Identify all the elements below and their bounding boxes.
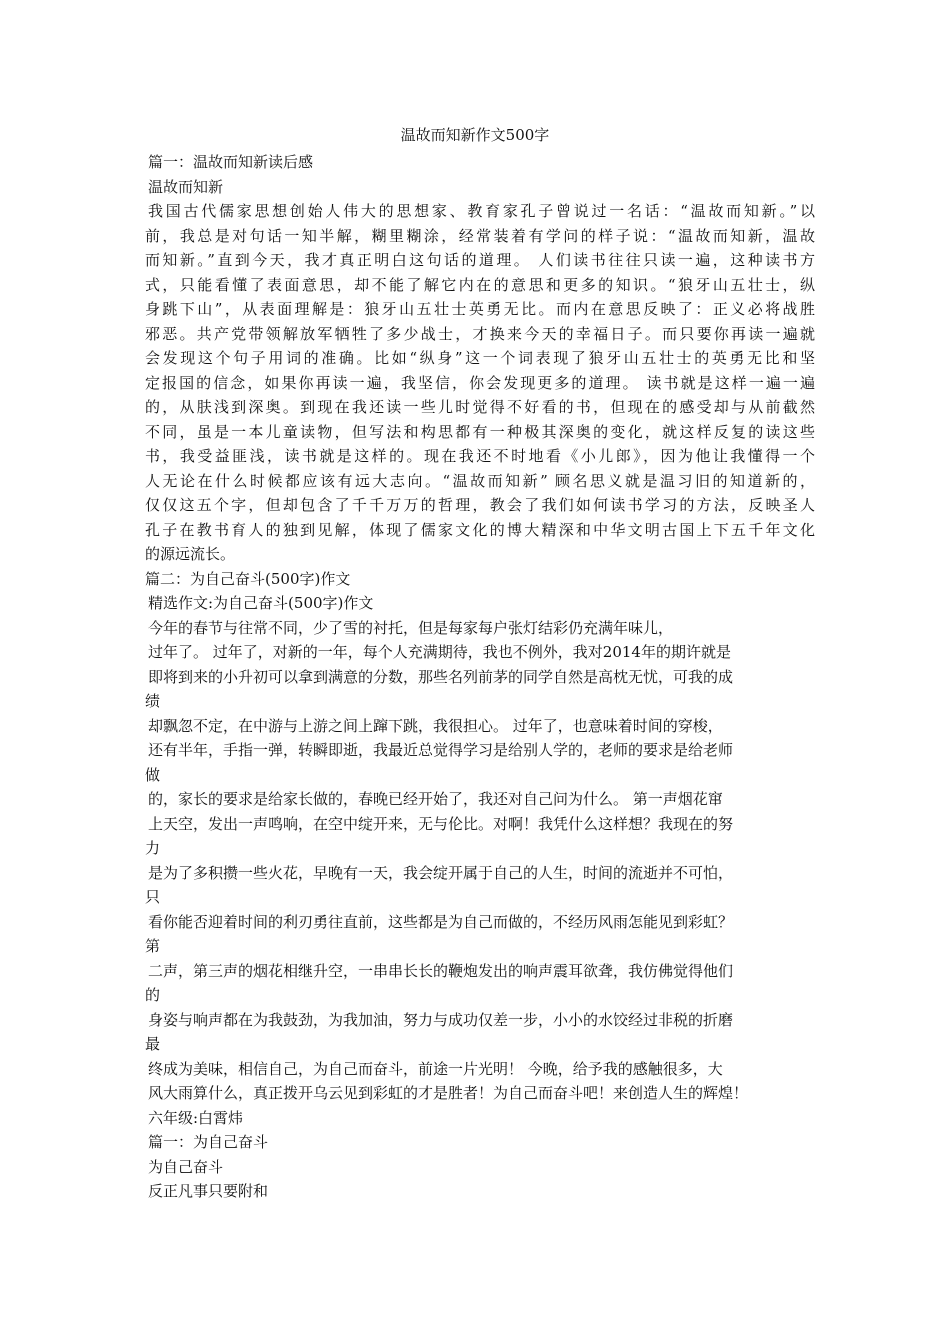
text-line: 的源远流长。 bbox=[145, 545, 236, 563]
text-line: 却飘忽不定，在中游与上游之间上蹿下跳，我很担心。 过年了，也意味着时间的穿梭， bbox=[148, 716, 723, 735]
text-line: 还有半年，手指一弹，转瞬即逝，我最近总觉得学习是给别人学的，老师的要求是给老师 bbox=[148, 741, 734, 759]
text-line: 绩 bbox=[145, 692, 161, 710]
text-line: 做 bbox=[145, 765, 161, 784]
text-line: 定报国的信念，如果你再读一遍，我坚信，你会发现更多的道理。 读书就是这样一遍一遍 bbox=[145, 373, 815, 392]
text-line: 是为了多积攒一些火花，早晚有一天，我会绽开属于自己的人生，时间的流逝并不可怕， bbox=[148, 863, 734, 882]
text-line: 过年了。 过年了，对新的一年，每个人充满期待，我也不例外，我对2014年的期许就是 bbox=[148, 643, 731, 661]
text-line: 会发现这个句子用词的准确。比如“纵身”这一个词表现了狼牙山五壮士的英勇无比和坚 bbox=[145, 349, 815, 367]
text-line: 人无论在什么时候都应该有远大志向。“温故而知新” 顾名思义就是温习旧的知道新的， bbox=[145, 471, 815, 490]
text-line: 篇二：为自己奋斗(500字)作文 bbox=[145, 569, 351, 588]
text-line: 而知新。”直到今天，我才真正明白这句话的道理。 人们读书往往只读一遍，这种读书方 bbox=[145, 251, 815, 269]
text-line: 六年级:白霄炜 bbox=[148, 1108, 244, 1127]
text-line: 终成为美味，相信自己，为自己而奋斗，前途一片光明！ 今晚，给予我的感触很多，大 bbox=[148, 1059, 723, 1078]
text-line: 的，家长的要求是给家长做的，春晚已经开始了，我还对自己问为什么。 第一声烟花窜 bbox=[148, 790, 723, 808]
text-line: 前，我总是对句话一知半解，糊里糊涂，经常装着有学问的样子说：“温故而知新，温故 bbox=[145, 226, 815, 245]
text-line: 即将到来的小升初可以拿到满意的分数，那些名列前茅的同学自然是高枕无忧，可我的成 bbox=[148, 667, 734, 686]
text-line: 篇一：温故而知新读后感 bbox=[148, 153, 314, 171]
text-line: 只 bbox=[145, 888, 161, 906]
text-line: 篇一：为自己奋斗 bbox=[148, 1133, 269, 1151]
text-line: 的，从肤浅到深奥。到现在我还读一些儿时觉得不好看的书，但现在的感受却与从前截然 bbox=[145, 398, 815, 416]
document-title: 温故而知新作文500字 bbox=[400, 126, 550, 144]
text-line: 仅仅这五个字，但却包含了千千万万的哲理，教会了我们如何读书学习的方法，反映圣人 bbox=[145, 496, 815, 514]
text-line: 二声，第三声的烟花相继升空，一串串长长的鞭炮发出的响声震耳欲聋，我仿佛觉得他们 bbox=[148, 961, 734, 980]
text-line: 为自己奋斗 bbox=[148, 1157, 224, 1176]
text-line: 我国古代儒家思想创始人伟大的思想家、教育家孔子曾说过一名话：“温故而知新。”以 bbox=[148, 202, 815, 220]
text-line: 第 bbox=[145, 937, 161, 955]
text-line: 式，只能看懂了表面意思，却不能了解它内在的意思和更多的知识。“狼牙山五壮士，纵 bbox=[145, 275, 815, 294]
text-line: 书，我受益匪浅，读书就是这样的。现在我还不时地看《小儿郎》，因为他让我懂得一个 bbox=[145, 447, 815, 465]
text-line: 反正凡事只要附和 bbox=[148, 1182, 269, 1200]
text-line: 身跳下山”，从表面理解是：狼牙山五壮士英勇无比。而内在意思反映了：正义必将战胜 bbox=[145, 300, 815, 318]
text-line: 今年的春节与往常不同，少了雪的衬托，但是每家每户张灯结彩仍充满年味儿， bbox=[148, 618, 674, 637]
text-line: 力 bbox=[145, 839, 161, 857]
text-line: 最 bbox=[145, 1035, 161, 1053]
document-body bbox=[145, 150, 815, 1204]
text-line: 邪恶。共产党带领解放军牺牲了多少战士，才换来今天的幸福日子。而只要你再读一遍就 bbox=[145, 324, 815, 343]
text-line: 上天空，发出一声鸣响，在空中绽开来，无与伦比。对啊！我凭什么这样想？我现在的努 bbox=[148, 814, 734, 833]
text-line: 不同，虽是一本儿童读物，但写法和构思都有一种极其深奥的变化，就这样反复的读这些 bbox=[145, 422, 815, 441]
text-line: 温故而知新 bbox=[148, 177, 224, 196]
text-line: 风大雨算什么，真正拨开乌云见到彩虹的才是胜者！为自己而奋斗吧！来创造人生的辉煌！ bbox=[148, 1084, 749, 1102]
text-line: 孔子在教书育人的独到见解，体现了儒家文化的博大精深和中华文明古国上下五千年文化 bbox=[145, 520, 815, 539]
text-line: 精选作文:为自己奋斗(500字)作文 bbox=[148, 594, 374, 612]
text-line: 看你能否迎着时间的利刃勇往直前，这些都是为自己而做的，不经历风雨怎能见到彩虹？ bbox=[148, 912, 734, 931]
text-line: 的 bbox=[145, 986, 161, 1004]
text-line: 身姿与响声都在为我鼓劲，为我加油，努力与成功仅差一步，小小的水饺经过非税的折磨 bbox=[148, 1010, 734, 1029]
